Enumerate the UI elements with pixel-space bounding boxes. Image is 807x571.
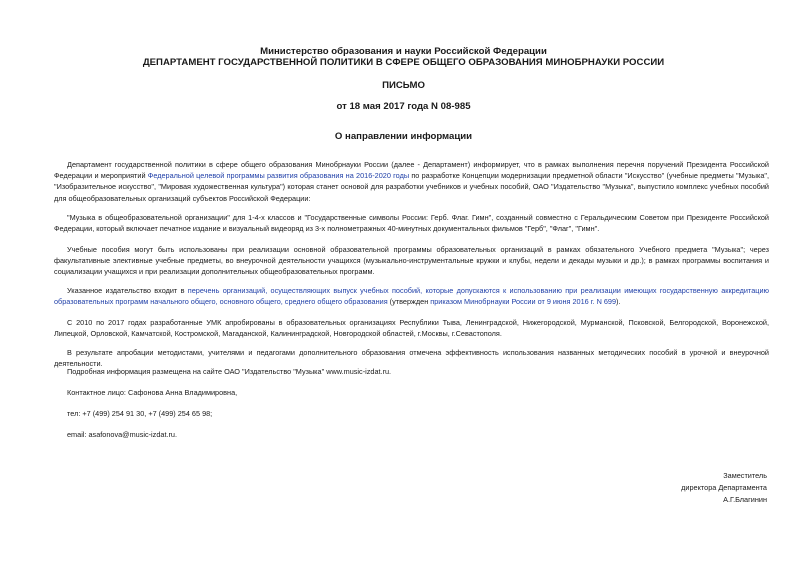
fcpro-link[interactable]: Федеральной целевой программы развития образования на 2016-2020 годы (147, 171, 410, 181)
paragraph-4-text-b: (утвержден (387, 297, 431, 307)
paragraph-7: Подробная информация размещена на сайте ОАО "Издательство "Музыка" www.music-izdat.ru. (67, 367, 392, 376)
paragraph-5: С 2010 по 2017 годах разработанные УМК апробированы в образовательных организациях Республики Тыва, Ленинградской, Нижегородской, Мурманской, Псковской, Белгородской, Воронежской, Липецкой, Орловской, Камчатской, Костромской, Магаданской, Калининградской, Новгородской областей, г.Москвы, г.Севастополя. (54, 318, 769, 339)
paragraph-4-text-c: ). (616, 297, 621, 307)
doc-subject: О направлении информации (334, 131, 473, 142)
signature-name: А.Г.Благинин (723, 495, 767, 504)
contact-email: email: asafonova@music-izdat.ru. (67, 430, 178, 439)
paragraph-1-text-b: по разработке Концепции модернизации предметной области "Искусство" (учебные предметы "Музыка", "Изобразительное искусство", "Мировая художественная культура") которая станет основой для разработки учебников и учебных пособий, ОАО "Издательство "Музыка", выпустило комплекс учебных пособий для общеобразовательных организаций субъектов Российской Федерации: (54, 171, 769, 203)
publishers-list-link[interactable]: перечень организаций, осуществляющих выпуск учебных пособий, которые допускаются к использованию при реализации имеющих государственную аккредитацию образовательных программ начального общего, основного общего, среднего общего образования (54, 286, 769, 307)
ministry-heading: Министерство образования и науки Российской Федерации (260, 46, 547, 57)
signature-block (681, 470, 767, 506)
paragraph-1 (54, 159, 769, 204)
signature-title-2: директора Департамента (681, 483, 767, 492)
paragraph-1-text-a: Департамент государственной политики в сфере общего образования Минобрнауки России (далее - Департамент) информирует, что в рамках выполнения перечня поручений Президента Российской Федерации и мероприятий (54, 160, 769, 181)
contact-person: Контактное лицо: Сафонова Анна Владимировна, (67, 388, 238, 397)
doc-date-number: от 18 мая 2017 года N 08-985 (336, 101, 471, 112)
paragraph-4-text-a: Указанное издательство входит в (67, 286, 188, 295)
paragraph-3: Учебные пособия могут быть использованы при реализации основной образовательной программы образовательных организаций в рамках обязательного Учебного предмета "Музыка"; через факультативные элективные учебные предметы, во внеурочной деятельности учащихся (музыкально-инструментальные кружки и клубы, недели и декады музыки и др.); в рамках программы воспитания и социализации учащихся и при реализации дополнительных общеобразовательных программ. (54, 245, 769, 277)
doc-type: ПИСЬМО (382, 80, 425, 91)
paragraph-2: "Музыка в общеобразовательной организации" для 1-4-х классов и "Государственные символы России: Герб. Флаг. Гимн", созданный совместно с Геральдическим Советом при Президенте Российской Федерации, который включает печатное издание и визуальный видеоряд из 3-х полнометражных 40-минутных документальных фильмов "Герб", "Флаг", "Гимн". (54, 213, 769, 234)
paragraph-4 (54, 285, 769, 307)
paragraph-6: В результате апробации методистами, учителями и педагогами дополнительного образования отмечена эффективность использования названных методических пособий в урочной и внеурочной деятельности. (54, 348, 769, 369)
contact-phone: тел: +7 (499) 254 91 30, +7 (499) 254 65 98; (67, 409, 213, 418)
order-699-link[interactable]: приказом Минобрнауки России от 9 июня 2016 г. N 699 (430, 297, 617, 307)
department-heading: ДЕПАРТАМЕНТ ГОСУДАРСТВЕННОЙ ПОЛИТИКИ В СФЕРЕ ОБЩЕГО ОБРАЗОВАНИЯ МИНОБРНАУКИ РОССИИ (142, 57, 665, 68)
signature-title-1: Заместитель (723, 471, 767, 480)
